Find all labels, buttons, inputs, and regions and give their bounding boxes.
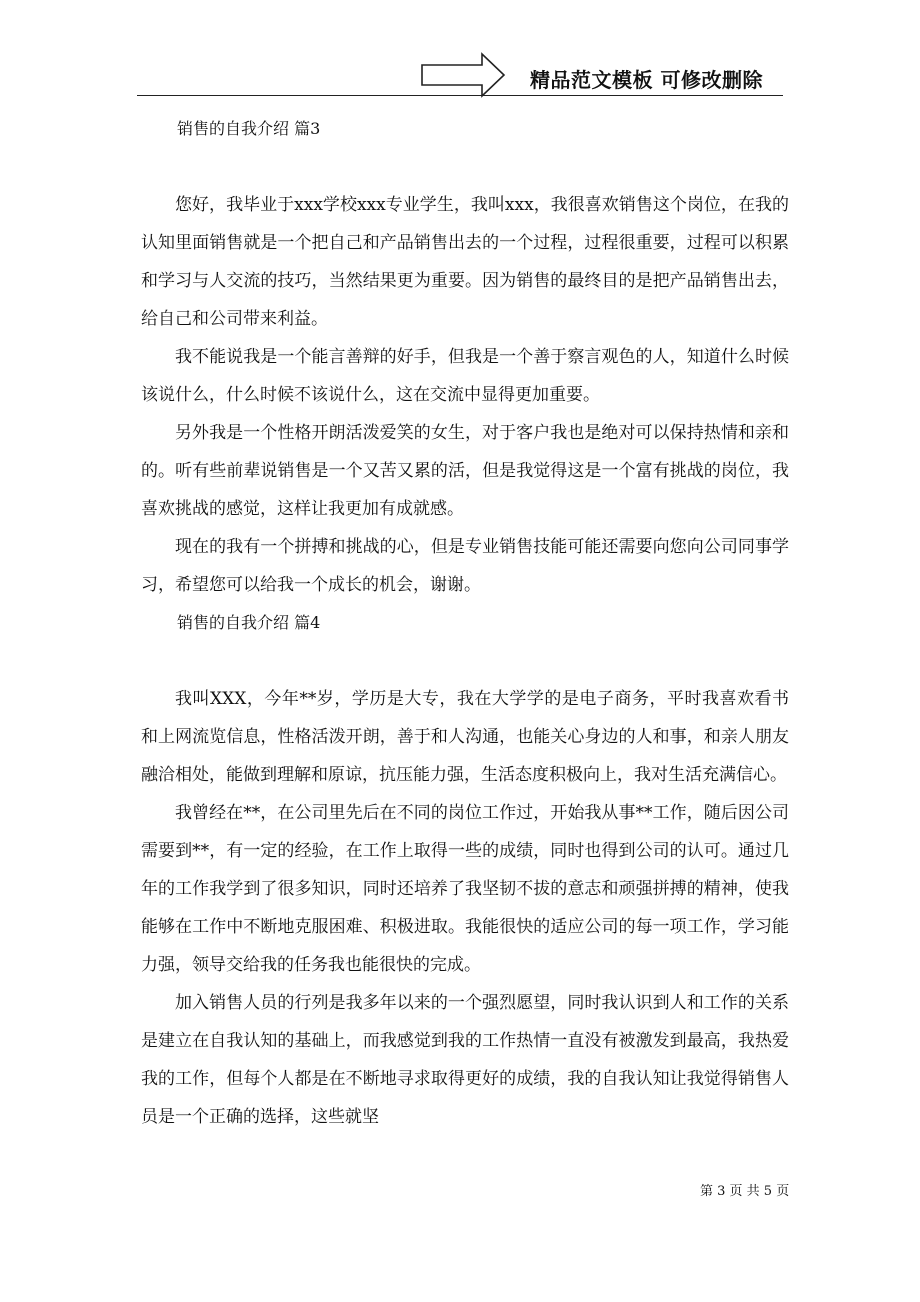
paragraph: 我不能说我是一个能言善辩的好手，但我是一个善于察言观色的人，知道什么时候该说什么，什么时候不该说什么，这在交流中显得更加重要。 (141, 347, 789, 405)
section-title: 销售的自我介绍 篇4 (177, 613, 321, 632)
paragraph: 现在的我有一个拼搏和挑战的心，但是专业销售技能可能还需要向您向公司同事学习，希望您可以给我一个成长的机会，谢谢。 (141, 537, 789, 595)
paragraph: 另外我是一个性格开朗活泼爱笑的女生，对于客户我也是绝对可以保持热情和亲和的。听有些前辈说销售是一个又苦又累的活，但是我觉得这是一个富有挑战的岗位，我喜欢挑战的感觉，这样让我更加有成就感。 (141, 423, 789, 519)
blank-line (141, 148, 789, 186)
paragraph: 您好，我毕业于xxx学校xxx专业学生，我叫xxx，我很喜欢销售这个岗位，在我的认知里面销售就是一个把自己和产品销售出去的一个过程，过程很重要，过程可以积累和学习与人交流的技巧，当然结果更为重要。因为销售的最终目的是把产品销售出去，给自己和公司带来利益。 (141, 195, 789, 329)
paragraph: 加入销售人员的行列是我多年以来的一个强烈愿望，同时我认识到人和工作的关系是建立在自我认知的基础上，而我感觉到我的工作热情一直没有被激发到最高，我热爱我的工作，但每个人都是在不断地寻求取得更好的成绩，我的自我认知让我觉得销售人员是一个正确的选择，这些就坚 (141, 993, 789, 1127)
blank-line (141, 642, 789, 680)
header-divider (137, 95, 783, 96)
section-title: 销售的自我介绍 篇3 (177, 119, 321, 138)
header-title: 精品范文模板 可修改删除 (530, 68, 763, 92)
paragraph: 我曾经在**，在公司里先后在不同的岗位工作过，开始我从事**工作，随后因公司需要到**，有一定的经验，在工作上取得一些的成绩，同时也得到公司的认可。通过几年的工作我学到了很多知识，同时还培养了我坚韧不拔的意志和顽强拼搏的精神，使我能够在工作中不断地克服困难、积极进取。我能很快的适应公司的每一项工作，学习能力强，领导交给我的任务我也能很快的完成。 (141, 803, 789, 975)
paragraph: 我叫XXX，今年**岁，学历是大专，我在大学学的是电子商务，平时我喜欢看书和上网流览信息，性格活泼开朗，善于和人沟通，也能关心身边的人和事，和亲人朋友融洽相处，能做到理解和原谅，抗压能力强，生活态度积极向上，我对生活充满信心。 (141, 689, 789, 785)
right-arrow-icon (420, 52, 506, 98)
document-body (141, 110, 789, 1136)
page-number: 第 3 页 共 5 页 (700, 1184, 790, 1199)
